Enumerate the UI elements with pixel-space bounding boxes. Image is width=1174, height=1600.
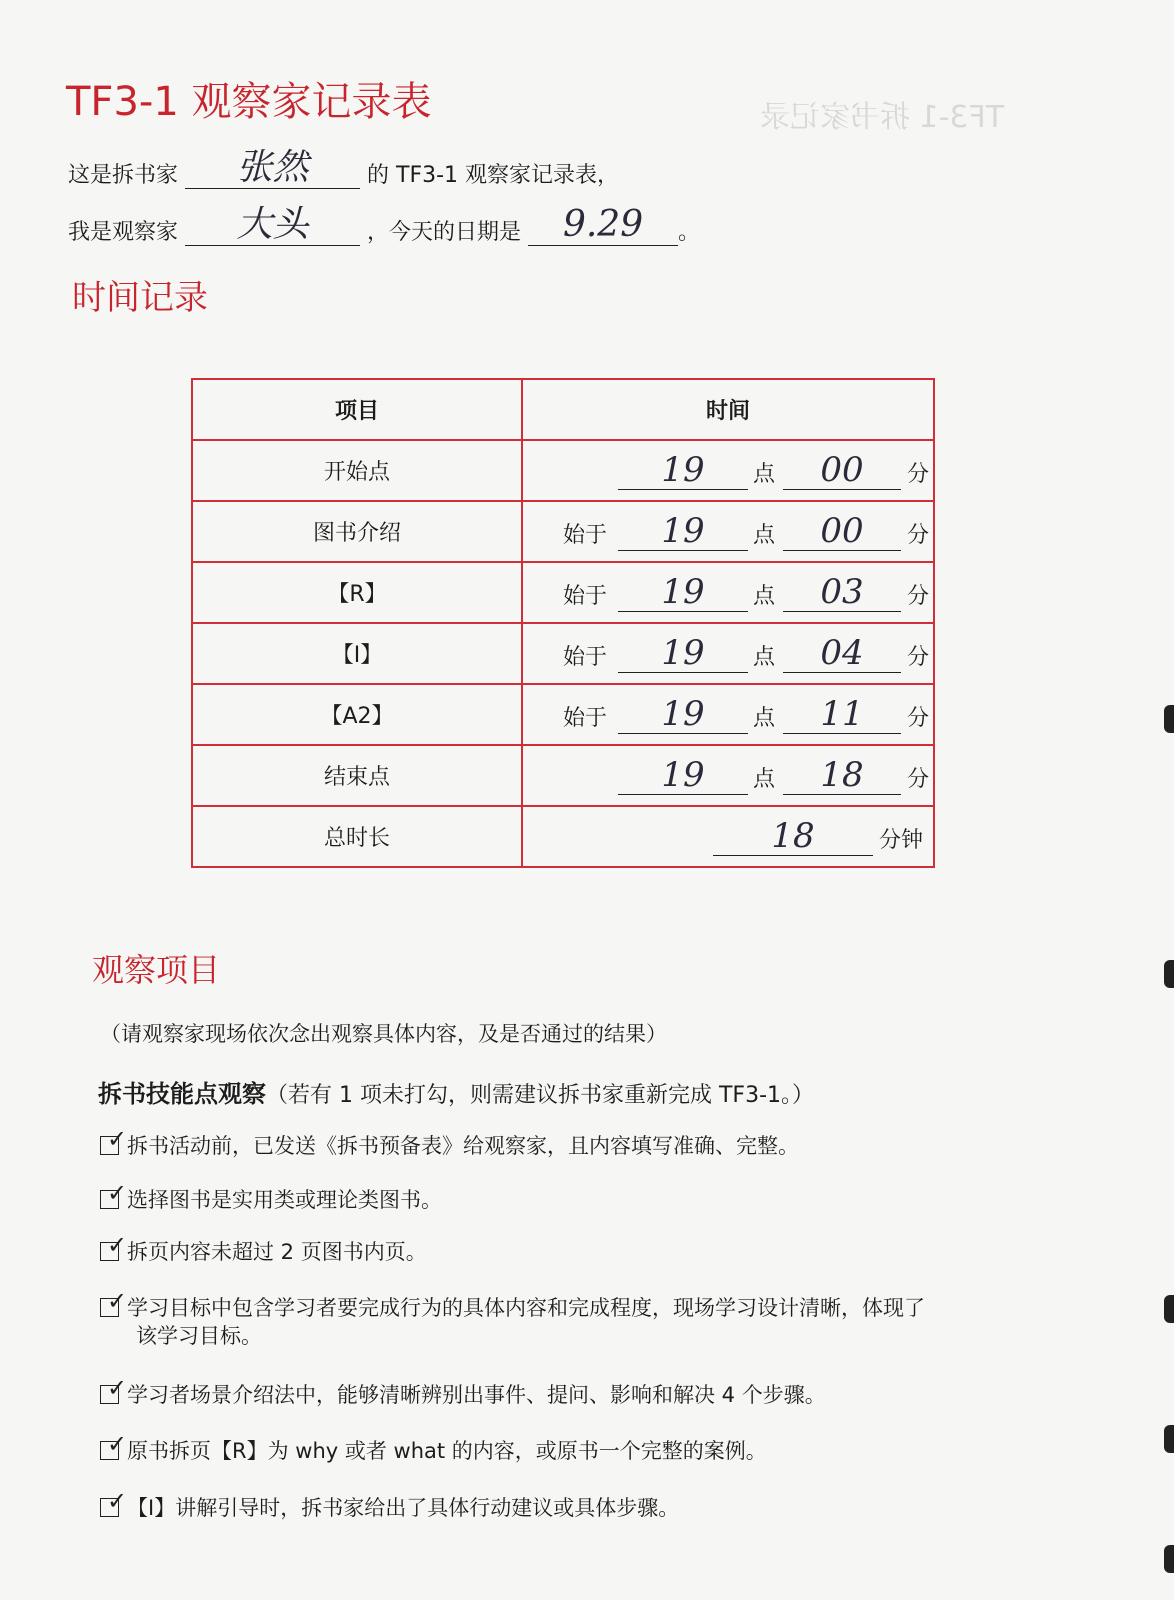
table-row: [192, 623, 934, 684]
skill-heading-note: （若有 1 项未打勾，则需建议拆书家重新完成 TF3-1。）: [266, 1083, 815, 1108]
hour-value: 19: [661, 633, 705, 673]
minute-unit: 分: [907, 645, 930, 670]
start-prefix: 始于: [563, 706, 608, 731]
hour-value: 19: [661, 511, 705, 551]
minute-unit: 分: [907, 706, 930, 731]
checklist-item-text: 拆书活动前，已发送《拆书预备表》给观察家，且内容填写准确、完整。: [127, 1134, 799, 1158]
observe-note: （请观察家现场依次念出观察具体内容，及是否通过的结果）: [100, 1022, 667, 1046]
row-item-label: 【I】: [192, 623, 522, 684]
checklist-item-text: 【I】讲解引导时，拆书家给出了具体行动建议或具体步骤。: [127, 1496, 680, 1520]
table-header-row: [192, 379, 934, 440]
hour-unit: 点: [753, 462, 776, 487]
minute-value: 00: [820, 450, 864, 490]
checkbox[interactable]: [100, 1125, 128, 1155]
minute-field[interactable]: [783, 634, 901, 673]
checklist-item: [100, 1287, 1030, 1350]
punch-hole: [1164, 960, 1174, 988]
checklist-item: [100, 1374, 1030, 1409]
hour-field[interactable]: [618, 695, 748, 734]
minute-value: 00: [820, 511, 864, 551]
row-time-cell: [522, 623, 934, 684]
checkbox[interactable]: [100, 1179, 128, 1209]
checklist-item-text: 选择图书是实用类或理论类图书。: [127, 1188, 442, 1212]
table-row: [192, 562, 934, 623]
hour-unit: 点: [753, 523, 776, 548]
total-duration-value: 18: [771, 816, 815, 856]
book-splitter-field[interactable]: [185, 148, 360, 189]
minute-unit: 分: [907, 462, 930, 487]
minute-value: 18: [820, 755, 864, 795]
table-row: [192, 440, 934, 501]
check-mark-icon: ✓: [107, 1430, 128, 1458]
minute-value: 11: [820, 694, 864, 734]
check-mark-icon: ✓: [107, 1125, 128, 1153]
row-item-label: 图书介绍: [192, 501, 522, 562]
time-record-table: [191, 378, 935, 868]
observe-section-heading: 观察项目: [92, 951, 221, 989]
row-time-cell: [522, 562, 934, 623]
minute-value: 03: [820, 572, 864, 612]
start-prefix: 始于: [563, 645, 608, 670]
intro-line-2: [68, 205, 700, 246]
row-time-cell: [522, 745, 934, 806]
checklist-item: [100, 1125, 1030, 1160]
minute-unit: 分: [907, 767, 930, 792]
hour-field[interactable]: [618, 573, 748, 612]
check-mark-icon: ✓: [107, 1287, 128, 1315]
hour-unit: 点: [753, 706, 776, 731]
observer-name: 大头: [236, 204, 309, 245]
skill-heading-title: 拆书技能点观察: [98, 1080, 266, 1108]
hour-unit: 点: [753, 645, 776, 670]
time-section-heading: 时间记录: [72, 278, 208, 318]
checkbox[interactable]: [100, 1430, 128, 1460]
checkbox[interactable]: [100, 1287, 128, 1317]
minute-unit: 分: [907, 523, 930, 548]
hour-field[interactable]: [618, 512, 748, 551]
total-duration-field[interactable]: [713, 817, 873, 856]
hour-value: 19: [661, 572, 705, 612]
intro-line-1: [68, 148, 619, 189]
intro-middle-2: ，今天的日期是: [367, 220, 522, 245]
header-item: 项目: [192, 379, 522, 440]
row-item-label: 【A2】: [192, 684, 522, 745]
skill-heading: [98, 1074, 814, 1109]
minute-field[interactable]: [783, 756, 901, 795]
header-time: 时间: [522, 379, 934, 440]
minute-unit: 分: [907, 584, 930, 609]
check-mark-icon: ✓: [107, 1374, 128, 1402]
observer-field[interactable]: [185, 205, 360, 246]
book-splitter-name: 张然: [236, 147, 309, 188]
table-row: [192, 501, 934, 562]
punch-hole: [1164, 1295, 1174, 1323]
row-time-cell: [522, 501, 934, 562]
row-item-label: 结束点: [192, 745, 522, 806]
row-item-label: 【R】: [192, 562, 522, 623]
punch-hole: [1164, 705, 1174, 733]
minute-field[interactable]: [783, 695, 901, 734]
checklist-item: [100, 1430, 1030, 1465]
intro-prefix-2: 我是观察家: [68, 220, 179, 245]
document-title: TF3-1 观察家记录表: [66, 79, 432, 125]
row-time-cell: [522, 440, 934, 501]
hour-unit: 点: [753, 767, 776, 792]
table-row: [192, 745, 934, 806]
date-value: 9.29: [562, 204, 644, 245]
minute-field[interactable]: [783, 573, 901, 612]
checklist-item: [100, 1231, 1030, 1266]
minute-field[interactable]: [783, 512, 901, 551]
total-cell: [522, 806, 934, 867]
checkbox[interactable]: [100, 1231, 128, 1261]
start-prefix: 始于: [563, 584, 608, 609]
checklist-item-text: 拆页内容未超过 2 页图书内页。: [127, 1240, 427, 1264]
hour-value: 19: [661, 694, 705, 734]
hour-field[interactable]: [618, 756, 748, 795]
checklist-item-text-cont: 该学习目标。: [136, 1324, 262, 1348]
check-mark-icon: ✓: [107, 1231, 128, 1259]
row-time-cell: [522, 684, 934, 745]
checklist-item: [100, 1487, 1030, 1522]
hour-unit: 点: [753, 584, 776, 609]
date-field[interactable]: [528, 205, 678, 246]
hour-value: 19: [661, 450, 705, 490]
table-row: [192, 684, 934, 745]
punch-hole: [1164, 1425, 1174, 1453]
checklist-item-text: 学习目标中包含学习者要完成行为的具体内容和完成程度，现场学习设计清晰，体现了: [127, 1296, 925, 1320]
checklist-item-text: 学习者场景介绍法中，能够清晰辨别出事件、提问、影响和解决 4 个步骤。: [127, 1383, 826, 1407]
checklist-item: [100, 1179, 1030, 1214]
minute-field[interactable]: [783, 451, 901, 490]
intro-prefix-1: 这是拆书家: [68, 163, 179, 188]
total-duration-unit: 分钟: [879, 828, 924, 853]
intro-suffix-1: 的 TF3-1 观察家记录表，: [367, 163, 620, 188]
checklist-item-text: 原书拆页【R】为 why 或者 what 的内容，或原书一个完整的案例。: [127, 1439, 767, 1463]
minute-value: 04: [820, 633, 864, 673]
intro-suffix-2: 。: [678, 220, 701, 245]
hour-value: 19: [661, 755, 705, 795]
hour-field[interactable]: [618, 634, 748, 673]
checkbox[interactable]: [100, 1374, 128, 1404]
check-mark-icon: ✓: [107, 1487, 128, 1515]
table-row-total: [192, 806, 934, 867]
bleed-through-text: TF3-1 拆书家记录: [760, 100, 1005, 135]
check-mark-icon: ✓: [107, 1179, 128, 1207]
checkbox[interactable]: [100, 1487, 128, 1517]
row-item-label: 开始点: [192, 440, 522, 501]
total-label: 总时长: [192, 806, 522, 867]
start-prefix: 始于: [563, 523, 608, 548]
hour-field[interactable]: [618, 451, 748, 490]
punch-hole: [1164, 1545, 1174, 1573]
